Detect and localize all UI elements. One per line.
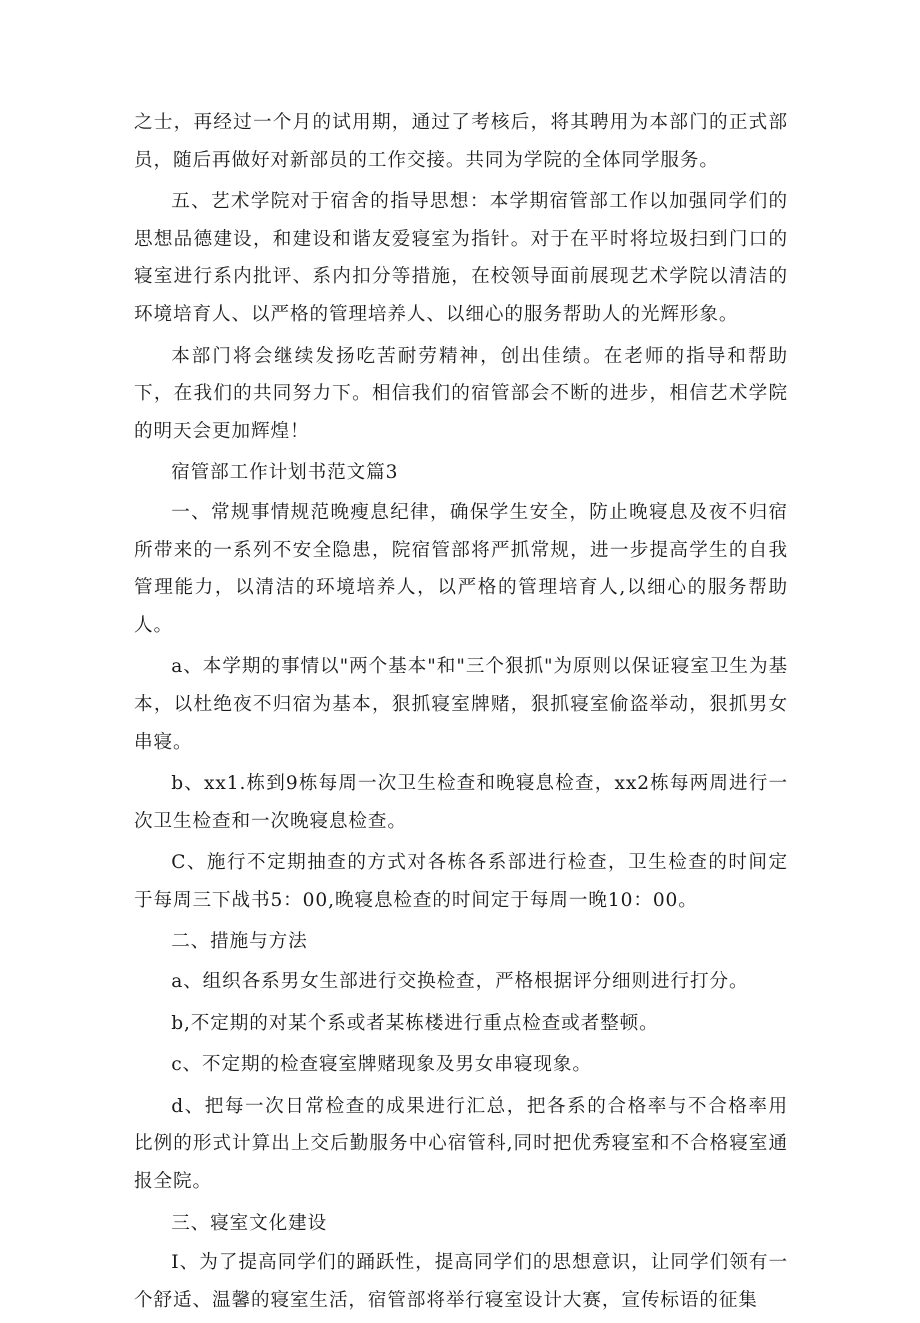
paragraph-closing: 本部门将会继续发扬吃苦耐劳精神，创出佳绩。在老师的指导和帮助下，在我们的共同努力下。相信我们的宿管部会不断的进步，相信艺术学院的明天会更加辉煌！ [134,345,788,442]
paragraph-section-five: 五、艺术学院对于宿舍的指导思想：本学期宿管部工作以加强同学们的思想品德建设，和建设和谐友爱寝室为指针。对于在平时将垃圾扫到门口的寝室进行系内批评、系内扣分等措施，在校领导面前展现艺术学院以清洁的环境培育人、以严格的管理培养人、以细心的服务帮助人的光辉形象。 [134,191,788,325]
measure-item-c: c、不定期的检查寝室牌赌现象及男女串寝现象。 [171,1054,592,1076]
list-item-b: b、xx1.栋到9栋每周一次卫生检查和晚寝息检查，xx2栋每两周进行一次卫生检查和一次晚寝息检查。 [134,773,788,832]
measure-item-b: b,不定期的对某个系或者某栋楼进行重点检查或者整顿。 [171,1012,659,1034]
paragraph-section-one: 一、常规事情规范晚瘦息纪律，确保学生安全，防止晚寝息及夜不归宿所带来的一系列不安全隐患，院宿管部将严抓常规，进一步提高学生的自我管理能力，以清洁的环境培养人，以严格的管理培育人,以细心的服务帮助人。 [134,501,788,636]
document-page [134,104,788,1323]
measure-item-d: d、把每一次日常检查的成果进行汇总，把各系的合格率与不合格率用比例的形式计算出上交后勤服务中心宿管科,同时把优秀寝室和不合格寝室通报全院。 [134,1095,788,1193]
section-heading-two: 二、措施与方法 [171,931,308,953]
paragraph-continuation: 之士，再经过一个月的试用期，通过了考核后，将其聘用为本部门的正式部员，随后再做好对新部员的工作交接。共同为学院的全体同学服务。 [134,112,788,171]
section-heading-three: 三、寝室文化建设 [171,1212,328,1234]
culture-item-one: I、为了提高同学们的踊跃性，提高同学们的思想意识，让同学们领有一个舒适、温馨的寝室生活，宿管部将举行寝室设计大赛，宣传标语的征集 [134,1252,788,1311]
list-item-a: a、本学期的事情以"两个基本"和"三个狠抓"为原则以保证寝室卫生为基本，以杜绝夜不归宿为基本，狠抓寝室牌赌，狠抓寝室偷盗举动，狠抓男女串寝。 [134,656,788,753]
measure-item-a: a、组织各系男女生部进行交换检查，严格根据评分细则进行打分。 [171,971,749,993]
article-title: 宿管部工作计划书范文篇3 [171,462,399,484]
list-item-c: C、施行不定期抽查的方式对各栋各系部进行检查，卫生检查的时间定于每周三下战书5：00,晚寝息检查的时间定于每周一晚10：00。 [134,852,788,911]
